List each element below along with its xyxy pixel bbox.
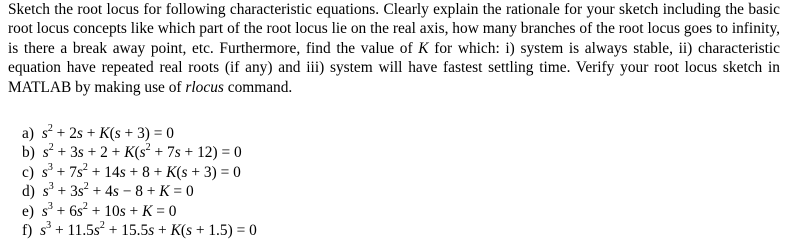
equation-item bbox=[22, 124, 257, 143]
equation-expression: $s^3 + 7s^2 + 14s + 8 + K(s + 3) = 0$ bbox=[41, 161, 241, 181]
equation-expression: $s^2 + 2s + K(s + 3) = 0$ bbox=[41, 122, 174, 142]
equation-item bbox=[22, 143, 257, 162]
equation-item bbox=[22, 221, 257, 240]
equation-label: a) bbox=[22, 125, 34, 142]
equation-expression: $s^2 + 3s + 2 + K(s^2 + 7s + 12) = 0$ bbox=[42, 142, 242, 162]
equation-label: e) bbox=[22, 202, 34, 220]
equation-label: c) bbox=[22, 163, 34, 181]
equation-expression: $s^3 + 3s^2 + 4s - 8 + K = 0$ bbox=[42, 181, 194, 201]
equation-expression: $s^3 + 6s^2 + 10s + K = 0$ bbox=[41, 200, 177, 220]
intro-text-1: Sketch the root locus for following characteristic equations. Clearly explain the rationale for your sketch including the basic root locus concepts like which part of the root locus lie on the real axis, how many branches of the root locus goes to infinity, is there a break away point, etc. Furthermore, find the value of bbox=[8, 1, 780, 57]
equation-label: d) bbox=[22, 183, 35, 201]
equation-expression: $s^3 + 11.5s^2 + 15.5s + K(s + 1.5) = 0$ bbox=[40, 219, 257, 240]
problem-statement bbox=[8, 0, 780, 240]
problem-intro bbox=[8, 0, 780, 97]
equation-item bbox=[22, 182, 257, 201]
equation-list bbox=[22, 124, 257, 240]
variable-k: K bbox=[418, 39, 429, 57]
intro-text-3: command. bbox=[223, 78, 293, 96]
equation-item bbox=[22, 163, 257, 182]
equation-label: b) bbox=[22, 144, 35, 162]
intro-text-2: for which: i) system is always stable, ii) characteristic equation have repeated real roots (if any) and iii) system will have fastest settling time. Verify your root locus sketch in MATLAB by making use of bbox=[8, 39, 780, 96]
equation-label: f) bbox=[22, 222, 33, 240]
equation-item bbox=[22, 202, 257, 221]
rlocus-command: rlocus bbox=[185, 78, 224, 96]
